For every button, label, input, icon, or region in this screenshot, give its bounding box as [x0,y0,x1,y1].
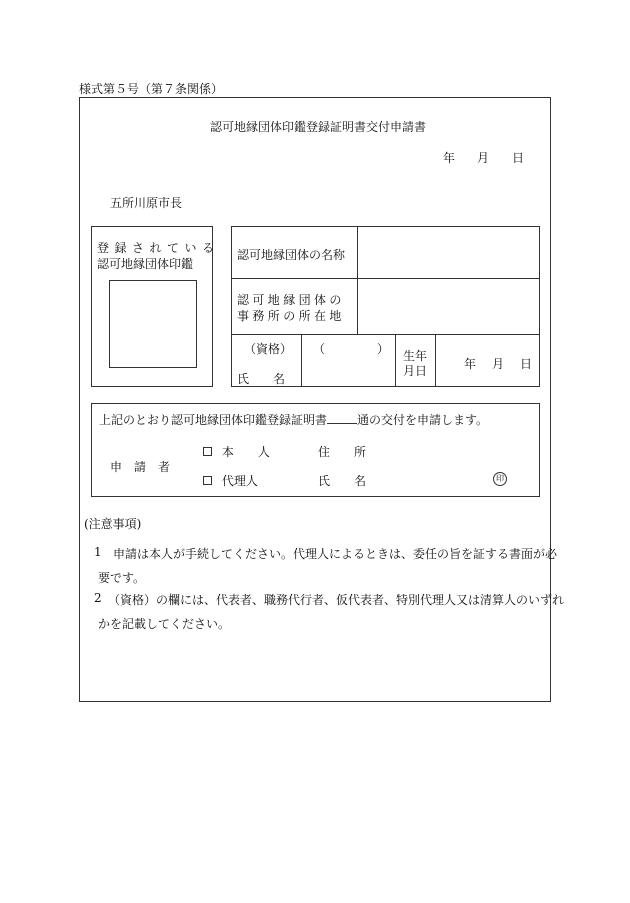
request-sentence-prefix: 上記のとおり認可地縁団体印鑑登録証明書 [99,413,328,427]
request-sentence-suffix: 通の交付を申請します。 [357,413,489,427]
form-frame [79,97,551,702]
applicant-name-label: 氏 名 [318,474,367,488]
addressee: 五所川原市長 [110,196,183,210]
option-self-label: 本 人 [221,445,270,459]
applicant-name-field[interactable] [375,469,485,487]
date-year-label: 年 [443,151,456,165]
notes-heading: (注意事項) [84,517,142,531]
note-1-number: 1 [94,545,102,559]
birth-label-line1: 生年 [403,349,428,363]
option-agent[interactable] [203,472,258,489]
form-title: 認可地縁団体印鑑登録証明書交付申請書 [210,120,427,134]
seal-box-label-line1: 登録されている [97,241,220,255]
office-address-label-line1: 認可地縁団体の [237,293,345,307]
seal-box-label-line2: 認可地縁団体印鑑 [97,257,194,271]
qualification-label: （資格） [244,342,293,356]
date-day-label: 日 [512,151,525,165]
note-1-line1: 申請は本人が手続してください。代理人によるときは、委任の旨を証する書面が必 [113,547,558,561]
qualification-paren-open: （ [313,342,326,356]
agent-checkbox[interactable] [203,476,212,485]
request-sentence [99,411,488,428]
seal-mark-icon: 印 [493,472,507,486]
applicant-label: 申 請 者 [110,460,171,474]
seal-impression-area[interactable] [109,280,197,368]
self-checkbox[interactable] [203,447,212,456]
qualification-paren-close: ） [377,342,390,356]
group-name-field[interactable] [359,228,538,276]
note-1-line2: 要です。 [98,571,146,585]
applicant-address-label: 住 所 [318,445,367,459]
note-2-number: 2 [94,591,102,605]
birth-label-line2: 月日 [403,364,428,378]
birth-date-field[interactable]: 年 月 日 [464,357,535,371]
office-address-field[interactable] [359,280,538,333]
note-2-line1: （資格）の欄には、代表者、職務代行者、仮代表者、特別代理人又は清算人のいずれ [108,593,565,607]
option-self[interactable] [203,443,270,460]
form-number: 様式第５号（第７条関係） [79,82,224,96]
note-2-line2: かを記載してください。 [98,617,231,631]
applicant-address-field[interactable] [375,440,525,458]
date-month-label: 月 [477,151,490,165]
option-agent-label: 代理人 [221,474,258,488]
office-address-label-line2: 事務所の所在地 [237,309,345,323]
person-name-label: 氏 名 [237,372,286,386]
copies-count-field[interactable] [327,413,357,424]
qualification-name-field[interactable] [303,336,394,386]
group-name-label: 認可地縁団体の名称 [237,248,346,262]
